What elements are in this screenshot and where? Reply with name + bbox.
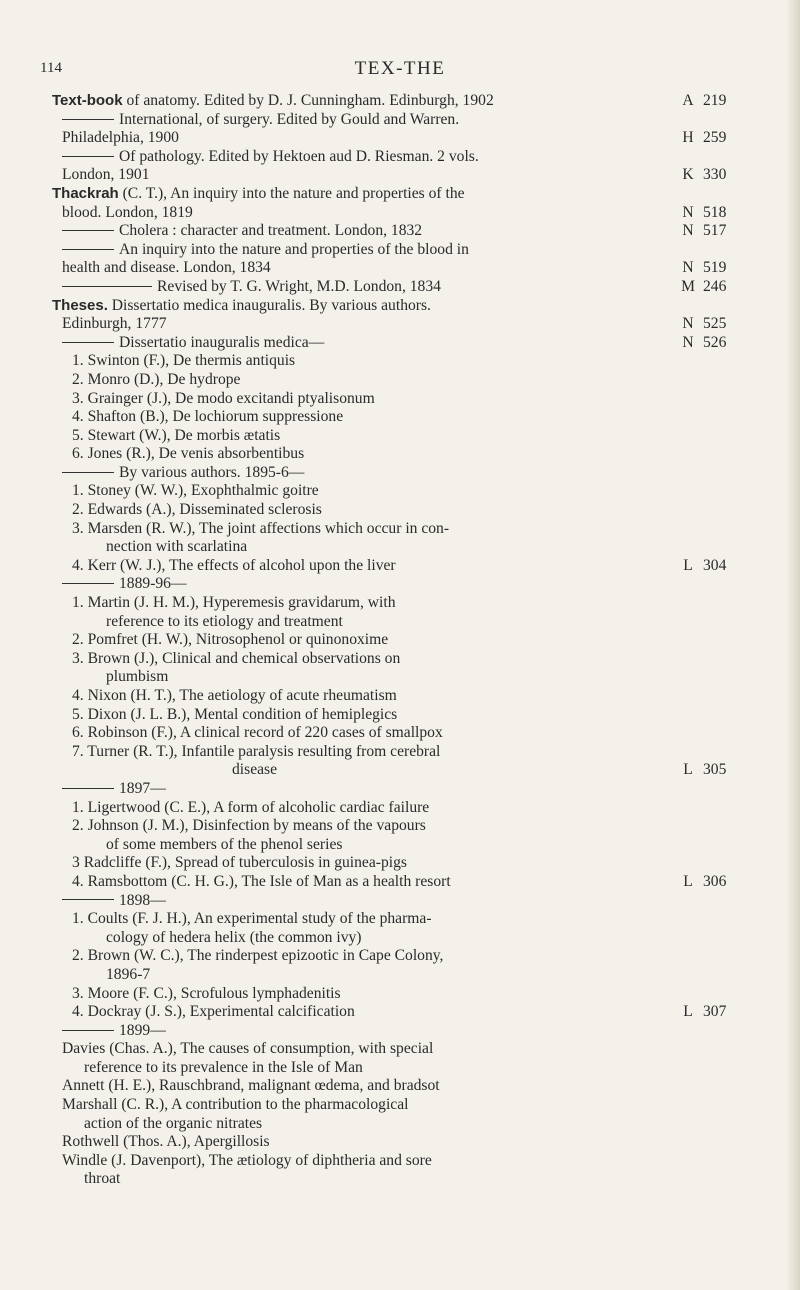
entry-text [72,650,400,669]
entry-text [72,501,322,520]
entry-text [72,631,388,650]
entry-text [106,613,343,632]
shelf-number: 219 [703,92,727,109]
shelf-letter: L [683,1003,693,1021]
shelf-number: 307 [703,1003,727,1021]
entry-body: Of pathology. Edited by Hektoen aud D. Riesman. 2 vols. [119,147,479,165]
entry-heading: Thackrah [52,184,119,202]
entry-body: 3. Brown (J.), Clinical and chemical observations on [72,649,401,667]
catalogue-line [0,92,800,111]
catalogue-line [0,892,800,911]
entry-text [62,129,179,148]
entry-body: reference to its prevalence in the Isle of Man [84,1058,363,1076]
entry-text [84,1115,262,1134]
catalogue-line [0,613,800,632]
ditto-dash [62,230,114,231]
entry-body: 2. Edwards (A.), Disseminated sclerosis [72,501,322,519]
catalogue-line [0,650,800,669]
entry-text [106,836,342,855]
entry-text [62,259,271,278]
entry-body: 3. Grainger (J.), De modo excitandi ptyalisonum [72,389,375,407]
catalogue-line [0,166,800,185]
entry-body: 1898— [119,891,166,909]
shelf-letter: L [683,556,693,574]
entry-text [72,520,449,539]
entry-body: 6. Jones (R.), De venis absorbentibus [72,445,305,463]
shelf-letter: L [683,761,693,779]
entry-text [62,1077,440,1096]
entry-body: 5. Stewart (W.), De morbis ætatis [72,426,281,444]
entry-body: Davies (Chas. A.), The causes of consumption, with special [62,1040,434,1058]
entry-body: Philadelphia, 1900 [62,129,179,147]
catalogue-line [0,259,800,278]
ditto-dash [62,286,152,287]
page-number: 114 [40,60,62,76]
entry-body: 1896-7 [106,965,151,983]
entry-text [106,538,247,557]
shelf-letter: N [682,203,694,221]
entry-text [62,1096,408,1115]
entry-text [72,873,451,892]
entry-text [62,575,187,594]
entry-text [84,1170,120,1189]
catalogue-line [0,1059,800,1078]
catalogue-line [0,594,800,613]
entry-body: disease [232,761,278,779]
shelf-number: 526 [703,333,727,351]
ditto-dash [62,1030,114,1031]
catalogue-line [0,204,800,223]
entry-text [62,166,150,185]
catalogue-line [0,799,800,818]
catalogue-line [0,334,800,353]
catalogue-line [0,520,800,539]
page-edge-shadow [786,0,800,1290]
entry-body: 1. Martin (J. H. M.), Hyperemesis gravidarum, with [72,594,396,612]
catalogue-entries [0,92,800,1189]
entry-text [106,668,168,687]
entry-body: 6. Robinson (F.), A clinical record of 220 cases of smallpox [72,724,443,742]
catalogue-line [0,445,800,464]
catalogue-line [0,297,800,316]
shelf-number: 306 [703,872,727,890]
catalogue-line [0,1170,800,1189]
catalogue-line [0,427,800,446]
entry-body: reference to its etiology and treatment [106,612,343,630]
entry-body: nection with scarlatina [106,538,248,556]
entry-body: Annett (H. E.), Rauschbrand, malignant œdema, and bradsot [62,1077,440,1095]
catalogue-line [0,148,800,167]
catalogue-line [0,873,800,892]
catalogue-line [0,501,800,520]
entry-text [72,687,397,706]
entry-body: 5. Dixon (J. L. B.), Mental condition of hemiplegics [72,705,398,723]
entry-text [72,482,319,501]
entry-text [72,910,432,929]
entry-text [62,204,193,223]
catalogue-line [0,910,800,929]
entry-body: International, of surgery. Edited by Gould and Warren. [119,110,460,128]
entry-body: cology of hedera helix (the common ivy) [106,928,362,946]
shelf-letter: A [682,92,694,109]
shelf-letter: K [682,166,694,184]
entry-text [62,1040,433,1059]
ditto-dash [62,249,114,250]
catalogue-line [0,390,800,409]
catalogue-line [0,836,800,855]
entry-body: 1. Stoney (W. W.), Exophthalmic goitre [72,482,319,500]
entry-body: Dissertatio medica inauguralis. By various authors. [107,296,431,314]
entry-text [72,557,396,576]
catalogue-line [0,408,800,427]
entry-body: of some members of the phenol series [106,835,343,853]
catalogue-line [0,1152,800,1171]
entry-text [72,408,343,427]
entry-body: 1. Coults (F. J. H.), An experimental study of the pharma- [72,910,432,928]
entry-text [72,390,375,409]
entry-text [232,761,277,780]
catalogue-line [0,743,800,762]
ditto-dash [62,156,114,157]
catalogue-line [0,371,800,390]
entry-text [84,1059,363,1078]
shelf-number: 525 [703,315,727,333]
entry-text [52,185,465,204]
entry-body: (C. T.), An inquiry into the nature and properties of the [118,184,465,202]
entry-text [72,371,240,390]
entry-body: 3. Moore (F. C.), Scrofulous lymphadenitis [72,984,341,1002]
entry-heading: Theses. [52,296,108,314]
entry-body: 7. Turner (R. T.), Infantile paralysis resulting from cerebral [72,742,441,760]
entry-text [72,427,280,446]
catalogue-line [0,1003,800,1022]
shelf-letter: L [683,872,693,890]
entry-body: of anatomy. Edited by D. J. Cunningham. Edinburgh, 1902 [122,92,494,109]
entry-body: Edinburgh, 1777 [62,315,167,333]
entry-body: action of the organic nitrates [84,1114,263,1132]
entry-text [62,1152,432,1171]
catalogue-line [0,687,800,706]
shelf-letter: N [682,333,694,351]
catalogue-line [0,129,800,148]
entry-text [72,799,429,818]
entry-text [62,241,469,260]
entry-body: Dissertatio inauguralis medica— [119,333,325,351]
running-head: TEX-THE [354,58,446,79]
catalogue-line [0,352,800,371]
entry-text [72,854,407,873]
catalogue-line [0,780,800,799]
entry-text [62,278,441,297]
entry-body: 2. Brown (W. C.), The rinderpest epizootic in Cape Colony, [72,947,444,965]
catalogue-line [0,817,800,836]
entry-text [72,1003,355,1022]
entry-text [72,706,397,725]
catalogue-line [0,1040,800,1059]
shelf-number: 259 [703,129,727,147]
entry-body: 4. Dockray (J. S.), Experimental calcification [72,1003,355,1021]
entry-text [106,929,362,948]
entry-heading: Text-book [52,92,123,109]
catalogue-line [0,631,800,650]
entry-body: Marshall (C. R.), A contribution to the pharmacological [62,1096,409,1114]
catalogue-line [0,1022,800,1041]
entry-body: Cholera : character and treatment. London, 1832 [119,222,423,240]
entry-text [62,148,479,167]
catalogue-line [0,185,800,204]
entry-body: London, 1901 [62,166,150,184]
entry-body: Rothwell (Thos. A.), Apergillosis [62,1133,270,1151]
entry-body: plumbism [106,668,169,686]
entry-body: 4. Kerr (W. J.), The effects of alcohol upon the liver [72,556,396,574]
entry-text [62,334,324,353]
entry-text [72,743,440,762]
shelf-number: 517 [703,222,727,240]
catalogue-line [0,241,800,260]
catalogue-line [0,854,800,873]
catalogue-line [0,482,800,501]
catalogue-line [0,668,800,687]
catalogue-line [0,985,800,1004]
catalogue-line [0,315,800,334]
ditto-dash [62,583,114,584]
shelf-letter: H [682,129,694,147]
catalogue-line [0,111,800,130]
catalogue-line [0,557,800,576]
catalogue-line [0,1115,800,1134]
entry-text [62,1133,270,1152]
entry-text [62,892,166,911]
entry-body: 4. Ramsbottom (C. H. G.), The Isle of Man as a health resort [72,872,451,890]
entry-body: Revised by T. G. Wright, M.D. London, 1834 [157,277,441,295]
entry-body: Windle (J. Davenport), The ætiology of diphtheria and sore [62,1151,432,1169]
entry-body: 2. Pomfret (H. W.), Nitrosophenol or quinonoxime [72,631,389,649]
catalogue-line [0,966,800,985]
entry-body: An inquiry into the nature and properties of the blood in [119,240,469,258]
entry-text [62,111,459,130]
entry-body: blood. London, 1819 [62,203,193,221]
catalogue-line [0,575,800,594]
catalogue-line [0,724,800,743]
entry-text [62,780,166,799]
ditto-dash [62,472,114,473]
entry-body: 1. Swinton (F.), De thermis antiquis [72,352,296,370]
entry-body: 2. Monro (D.), De hydrope [72,370,241,388]
entry-body: 4. Shafton (B.), De lochiorum suppressione [72,408,344,426]
shelf-number: 519 [703,259,727,277]
entry-text [52,92,494,111]
ditto-dash [62,342,114,343]
entry-body: 3 Radcliffe (F.), Spread of tuberculosis in guinea-pigs [72,854,407,872]
catalogue-line [0,929,800,948]
entry-text [72,817,426,836]
shelf-letter: M [681,277,695,295]
catalogue-line [0,1133,800,1152]
catalogue-line [0,538,800,557]
ditto-dash [62,119,114,120]
entry-text [72,947,443,966]
entry-text [72,594,396,613]
entry-text [62,464,304,483]
shelf-number: 330 [703,166,727,184]
entry-text [62,315,167,334]
entry-body: 1. Ligertwood (C. E.), A form of alcoholic cardiac failure [72,798,430,816]
catalogue-line [0,1096,800,1115]
entry-text [52,297,431,316]
catalogue-line [0,706,800,725]
entry-text [106,966,150,985]
shelf-letter: N [682,259,694,277]
entry-body: 1897— [119,779,166,797]
catalogue-line [0,761,800,780]
entry-body: 1889-96— [119,575,187,593]
entry-text [72,985,341,1004]
catalogue-line [0,278,800,297]
catalogue-line [0,464,800,483]
shelf-number: 518 [703,203,727,221]
catalogue-line [0,222,800,241]
catalogue-line [0,1077,800,1096]
entry-text [72,445,304,464]
catalogue-line [0,947,800,966]
entry-body: throat [84,1170,121,1188]
entry-body: 1899— [119,1021,166,1039]
shelf-number: 304 [703,556,727,574]
shelf-letter: N [682,222,694,240]
entry-body: 4. Nixon (H. T.), The aetiology of acute rheumatism [72,687,397,704]
shelf-number: 305 [703,761,727,779]
entry-body: 3. Marsden (R. W.), The joint affections which occur in con- [72,519,450,537]
entry-text [62,1022,166,1041]
entry-body: 2. Johnson (J. M.), Disinfection by means of the vapours [72,817,426,835]
entry-text [72,724,443,743]
shelf-letter: N [682,315,694,333]
ditto-dash [62,788,114,789]
ditto-dash [62,899,114,900]
entry-body: health and disease. London, 1834 [62,259,271,277]
entry-text [62,222,422,241]
entry-body: By various authors. 1895-6— [119,463,305,481]
entry-text [72,352,295,371]
shelf-number: 246 [703,277,727,295]
